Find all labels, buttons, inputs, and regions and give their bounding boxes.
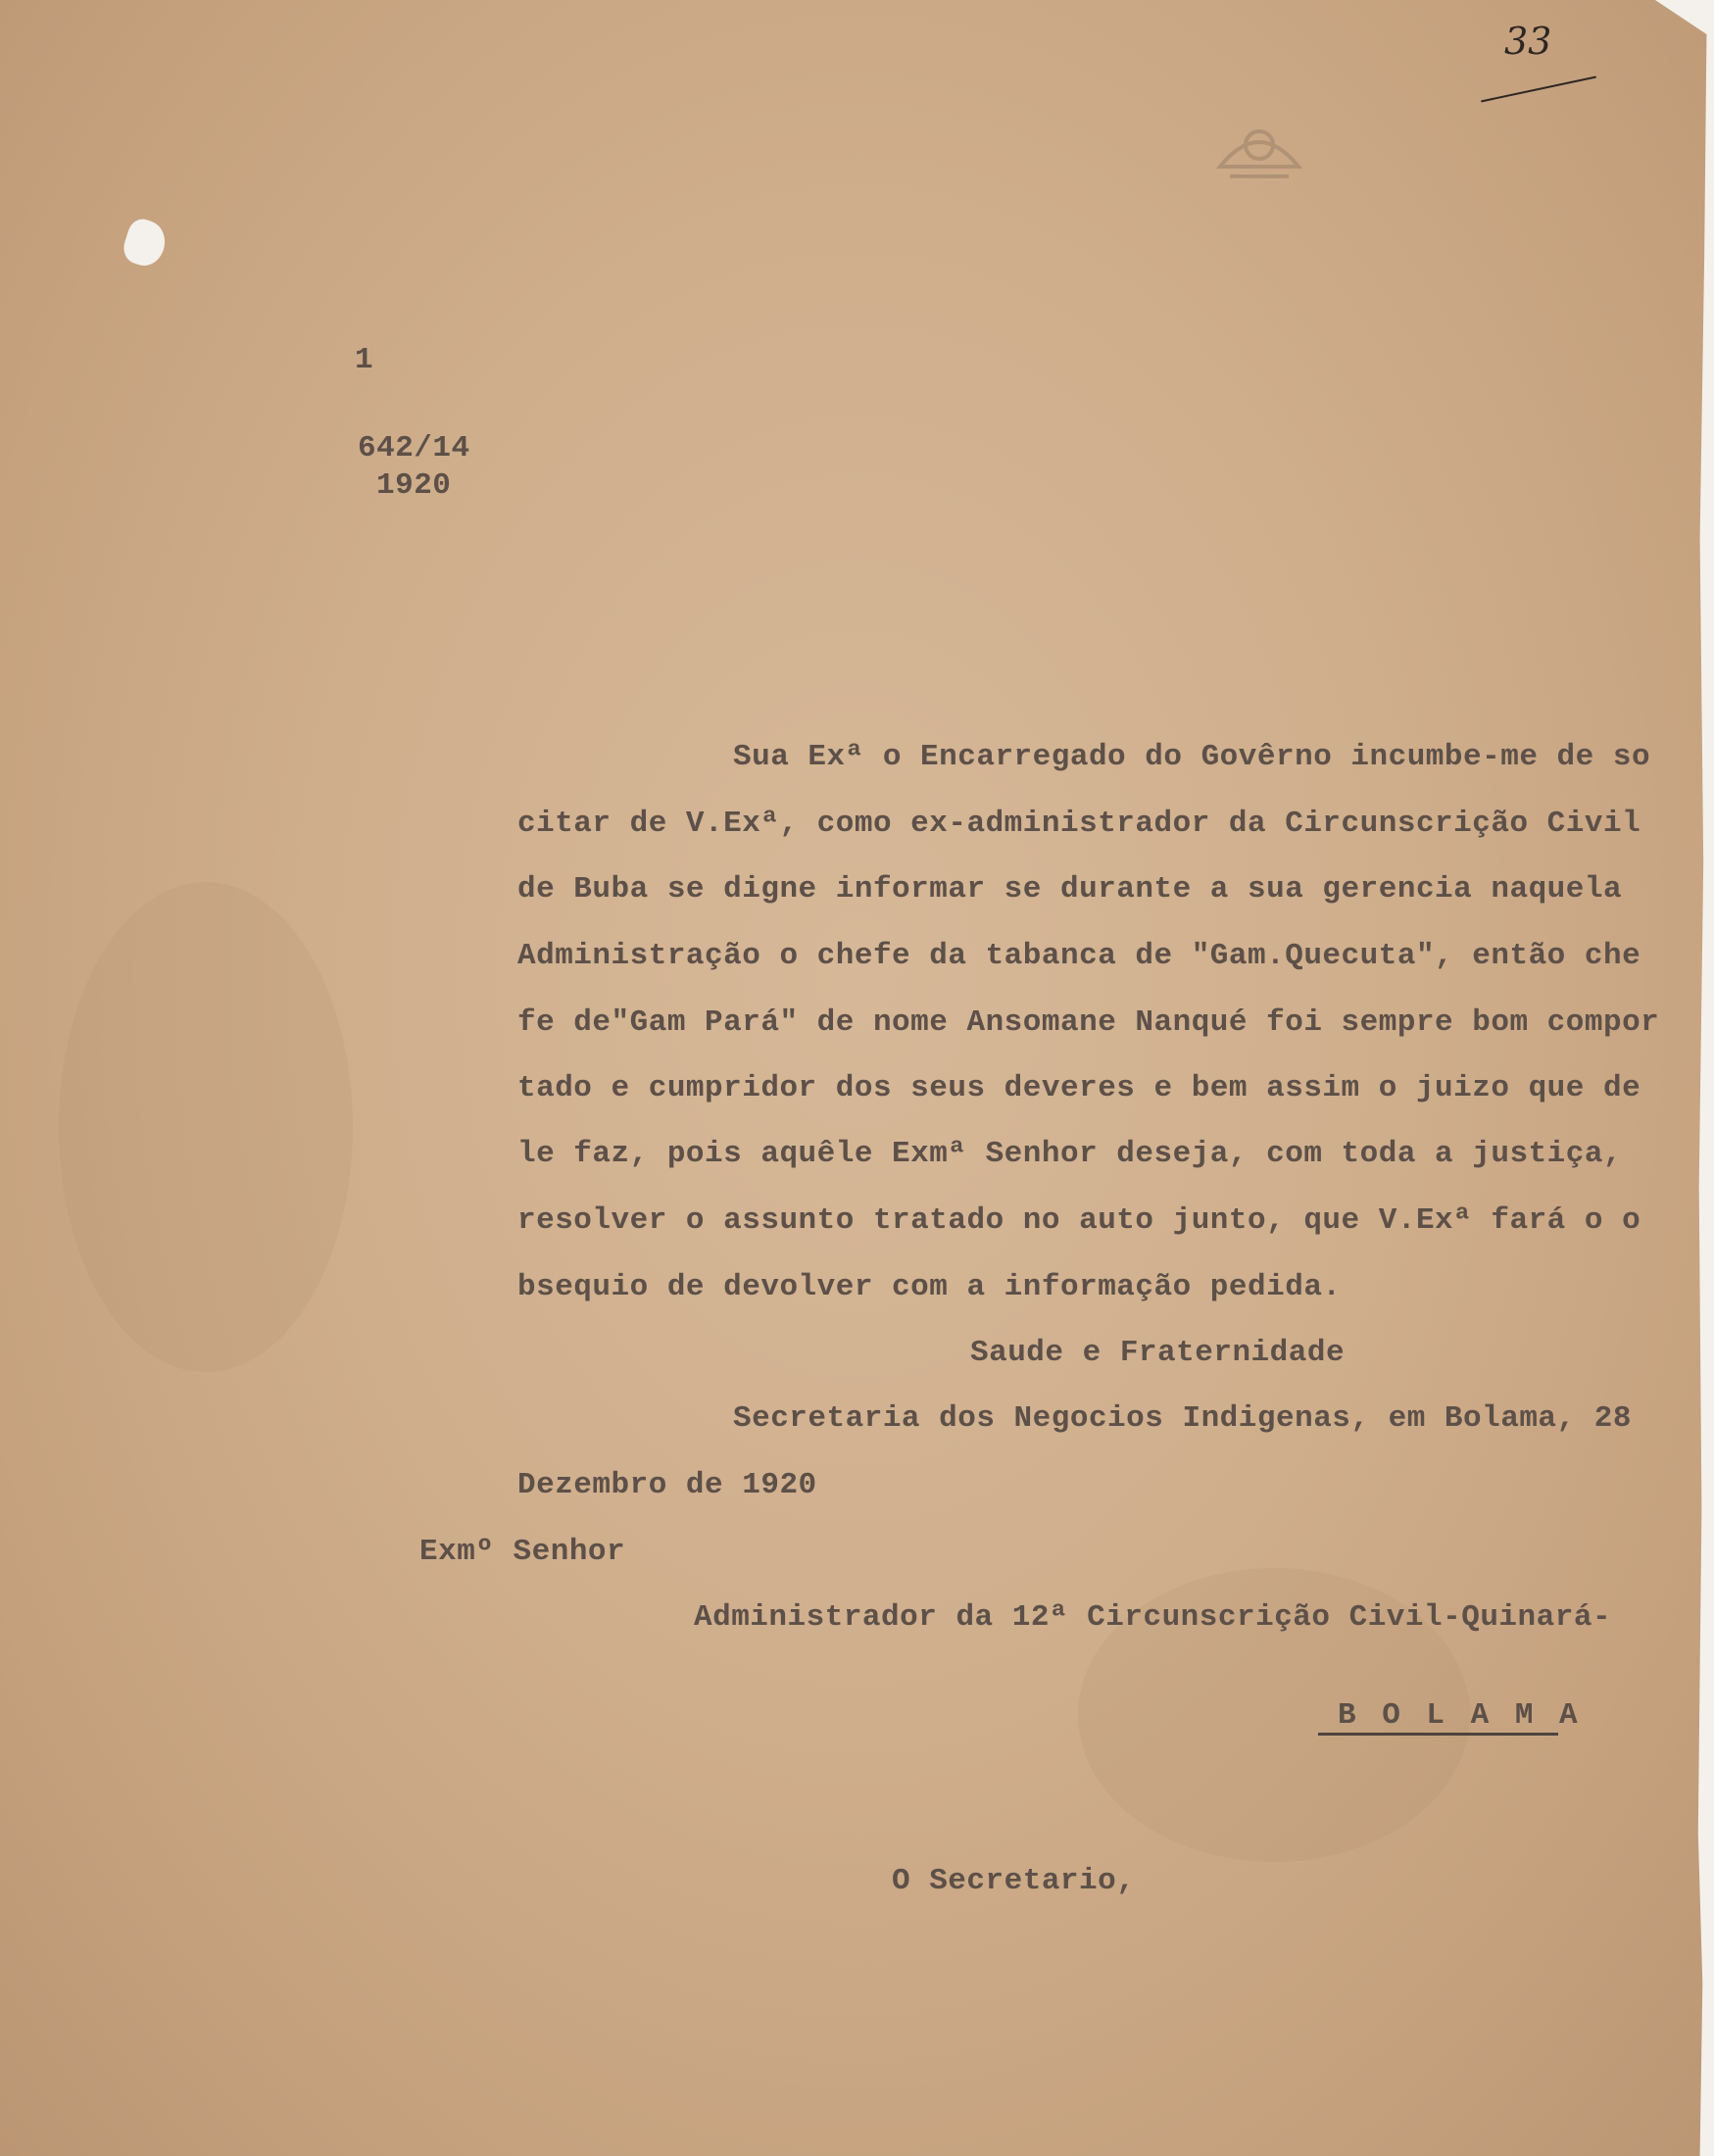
torn-edge	[1696, 0, 1714, 2156]
paper-stain	[59, 882, 353, 1372]
body-line: Administração o chefe da tabanca de "Gam.Quecuta", então che	[517, 939, 1641, 973]
place-date-line: Secretaria dos Negocios Indigenas, em Bolama, 28	[733, 1401, 1632, 1436]
page-number: 33	[1504, 20, 1552, 63]
body-line: fe de"Gam Pará" de nome Ansomane Nanqué foi sempre bom compor	[517, 1005, 1660, 1040]
body-line: de Buba se digne informar se durante a sua gerencia naquela	[517, 872, 1623, 906]
addressee: Administrador da 12ª Circunscrição Civil-Quinará-	[694, 1600, 1612, 1635]
reference-code: 642/14	[358, 431, 470, 466]
paper-hole	[120, 216, 171, 270]
signature-title: O Secretario,	[892, 1864, 1136, 1898]
page-number-underline	[1481, 76, 1596, 103]
city-underline	[1318, 1733, 1558, 1736]
body-line: Sua Exª o Encarregado do Govêrno incumbe-me de so	[733, 740, 1651, 774]
body-line: le faz, pois aquêle Exmª Senhor deseja, com toda a justiça,	[517, 1137, 1623, 1171]
salutation: Exmº Senhor	[419, 1535, 626, 1569]
body-line: tado e cumpridor dos seus deveres e bem assim o juizo que de	[517, 1071, 1641, 1105]
body-line: resolver o assunto tratado no auto junto, que V.Exª fará o o	[517, 1203, 1641, 1238]
coat-of-arms-seal	[1200, 108, 1318, 186]
body-line: citar de V.Exª, como ex-administrador da Circunscrição Civil	[517, 807, 1641, 841]
reference-year: 1920	[376, 468, 452, 503]
body-line: bsequio de devolver com a informação pedida.	[517, 1270, 1342, 1304]
reference-number: 1	[355, 343, 374, 377]
addressee-city: B O L A M A	[1338, 1698, 1582, 1733]
greeting: Saude e Fraternidade	[970, 1336, 1346, 1370]
torn-corner	[1655, 0, 1714, 39]
place-date-line: Dezembro de 1920	[517, 1468, 817, 1502]
